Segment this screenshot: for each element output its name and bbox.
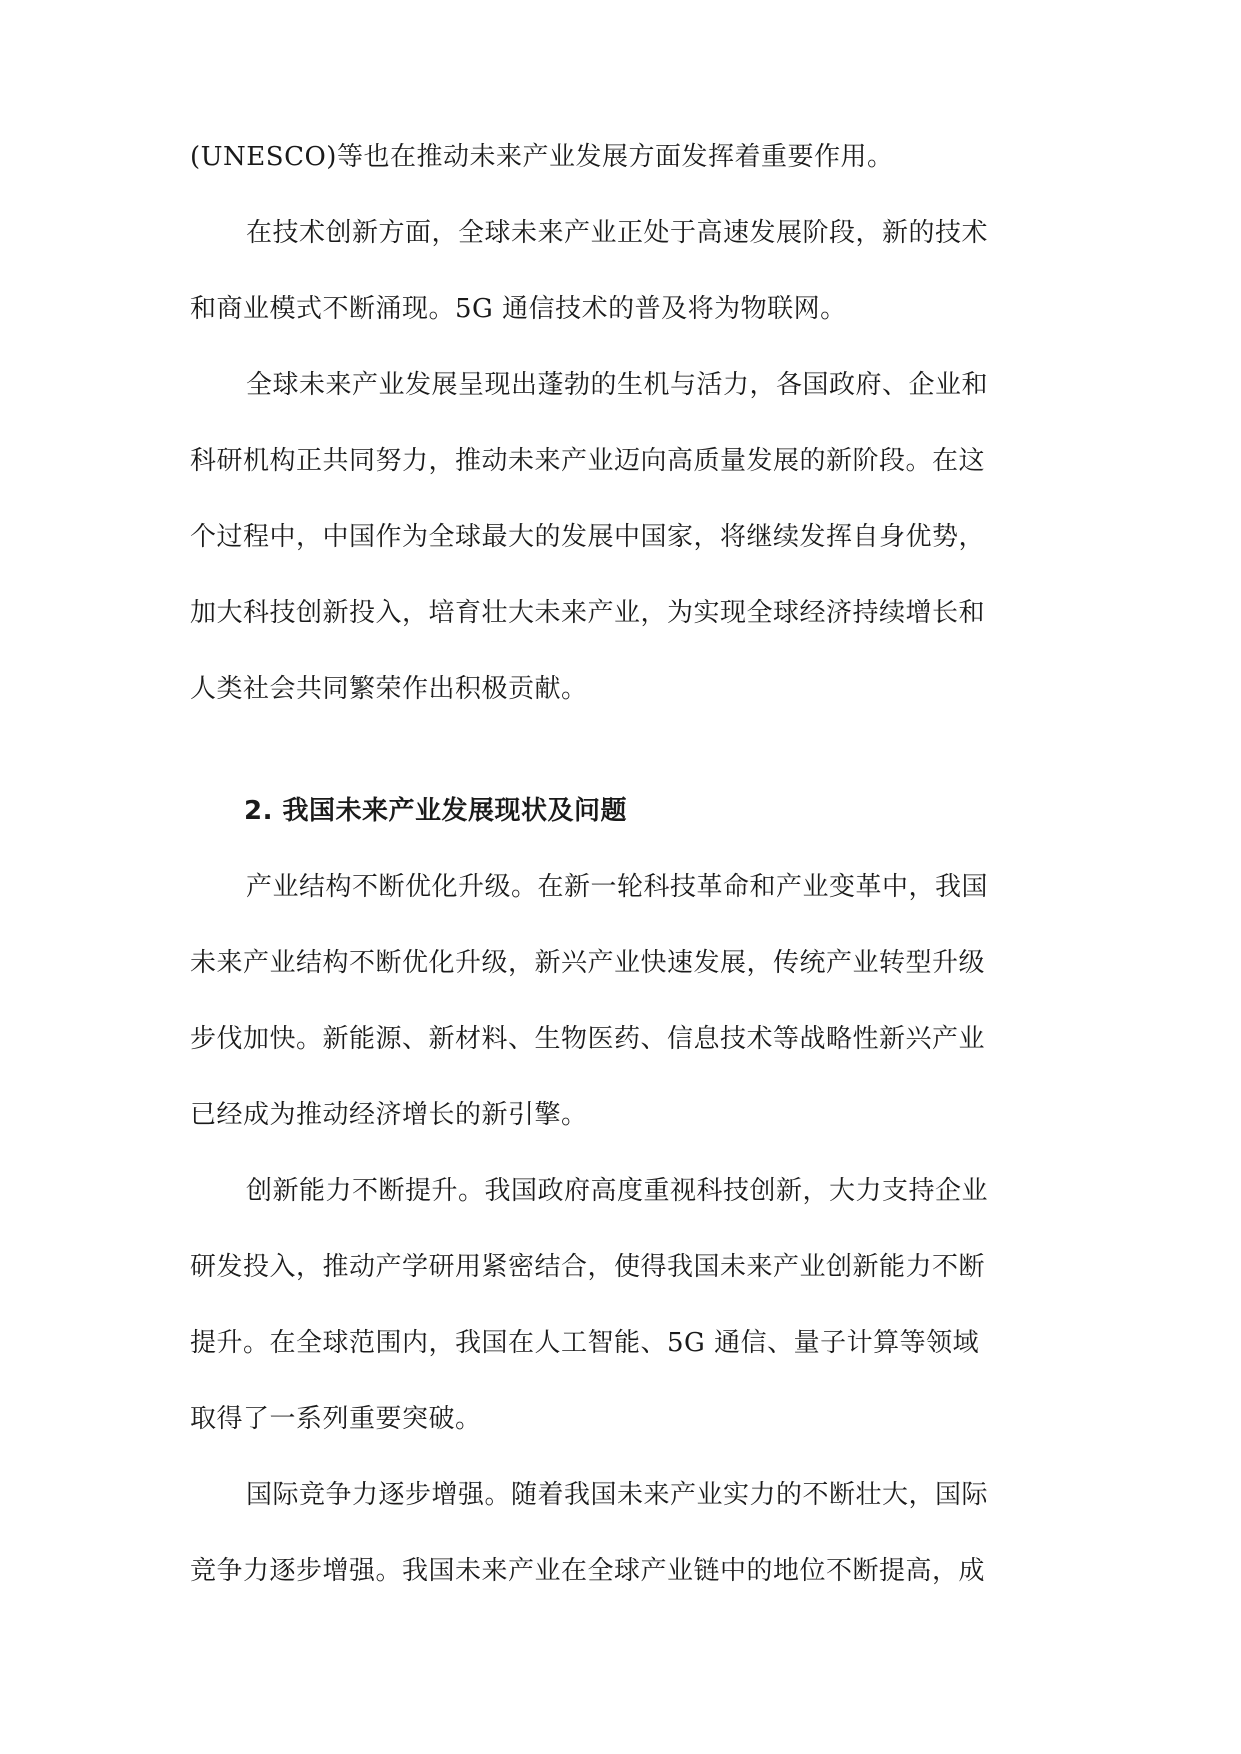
text-line: 竞争力逐步增强。我国未来产业在全球产业链中的地位不断提高，成 xyxy=(190,1556,986,1586)
paragraph-competitiveness xyxy=(190,1478,1052,1630)
document-page xyxy=(190,140,1052,1630)
text-line: 和商业模式不断涌现。5G 通信技术的普及将为物联网。 xyxy=(190,294,847,324)
text-line: 在技术创新方面，全球未来产业正处于高速发展阶段，新的技术 xyxy=(246,218,989,248)
text-line: 创新能力不断提升。我国政府高度重视科技创新，大力支持企业 xyxy=(246,1176,989,1206)
paragraph-tech-innovation xyxy=(190,216,1052,368)
paragraph-innovation-capacity xyxy=(190,1174,1052,1478)
text-line: (UNESCO)等也在推动未来产业发展方面发挥着重要作用。 xyxy=(190,142,894,172)
text-line: 国际竞争力逐步增强。随着我国未来产业实力的不断壮大，国际 xyxy=(246,1480,989,1510)
paragraph-industry-structure xyxy=(190,870,1052,1174)
text-line: 加大科技创新投入，培育壮大未来产业，为实现全球经济持续增长和 xyxy=(190,598,986,628)
text-line: 科研机构正共同努力，推动未来产业迈向高质量发展的新阶段。在这 xyxy=(190,446,986,476)
paragraph-global-development xyxy=(190,368,1052,748)
paragraph-unesco xyxy=(190,140,1052,216)
text-line: 研发投入，推动产学研用紧密结合，使得我国未来产业创新能力不断 xyxy=(190,1252,986,1282)
text-line: 未来产业结构不断优化升级，新兴产业快速发展，传统产业转型升级 xyxy=(190,948,986,978)
text-line: 个过程中，中国作为全球最大的发展中国家，将继续发挥自身优势， xyxy=(190,522,986,552)
text-line: 取得了一系列重要突破。 xyxy=(190,1404,482,1434)
text-line: 全球未来产业发展呈现出蓬勃的生机与活力，各国政府、企业和 xyxy=(246,370,989,400)
text-line: 人类社会共同繁荣作出积极贡献。 xyxy=(190,674,588,704)
section-heading: 2. 我国未来产业发展现状及问题 xyxy=(244,796,628,826)
text-line: 已经成为推动经济增长的新引擎。 xyxy=(190,1100,588,1130)
text-line: 步伐加快。新能源、新材料、生物医药、信息技术等战略性新兴产业 xyxy=(190,1024,986,1054)
text-line: 产业结构不断优化升级。在新一轮科技革命和产业变革中，我国 xyxy=(246,872,989,902)
text-line: 提升。在全球范围内，我国在人工智能、5G 通信、量子计算等领域 xyxy=(190,1328,980,1358)
